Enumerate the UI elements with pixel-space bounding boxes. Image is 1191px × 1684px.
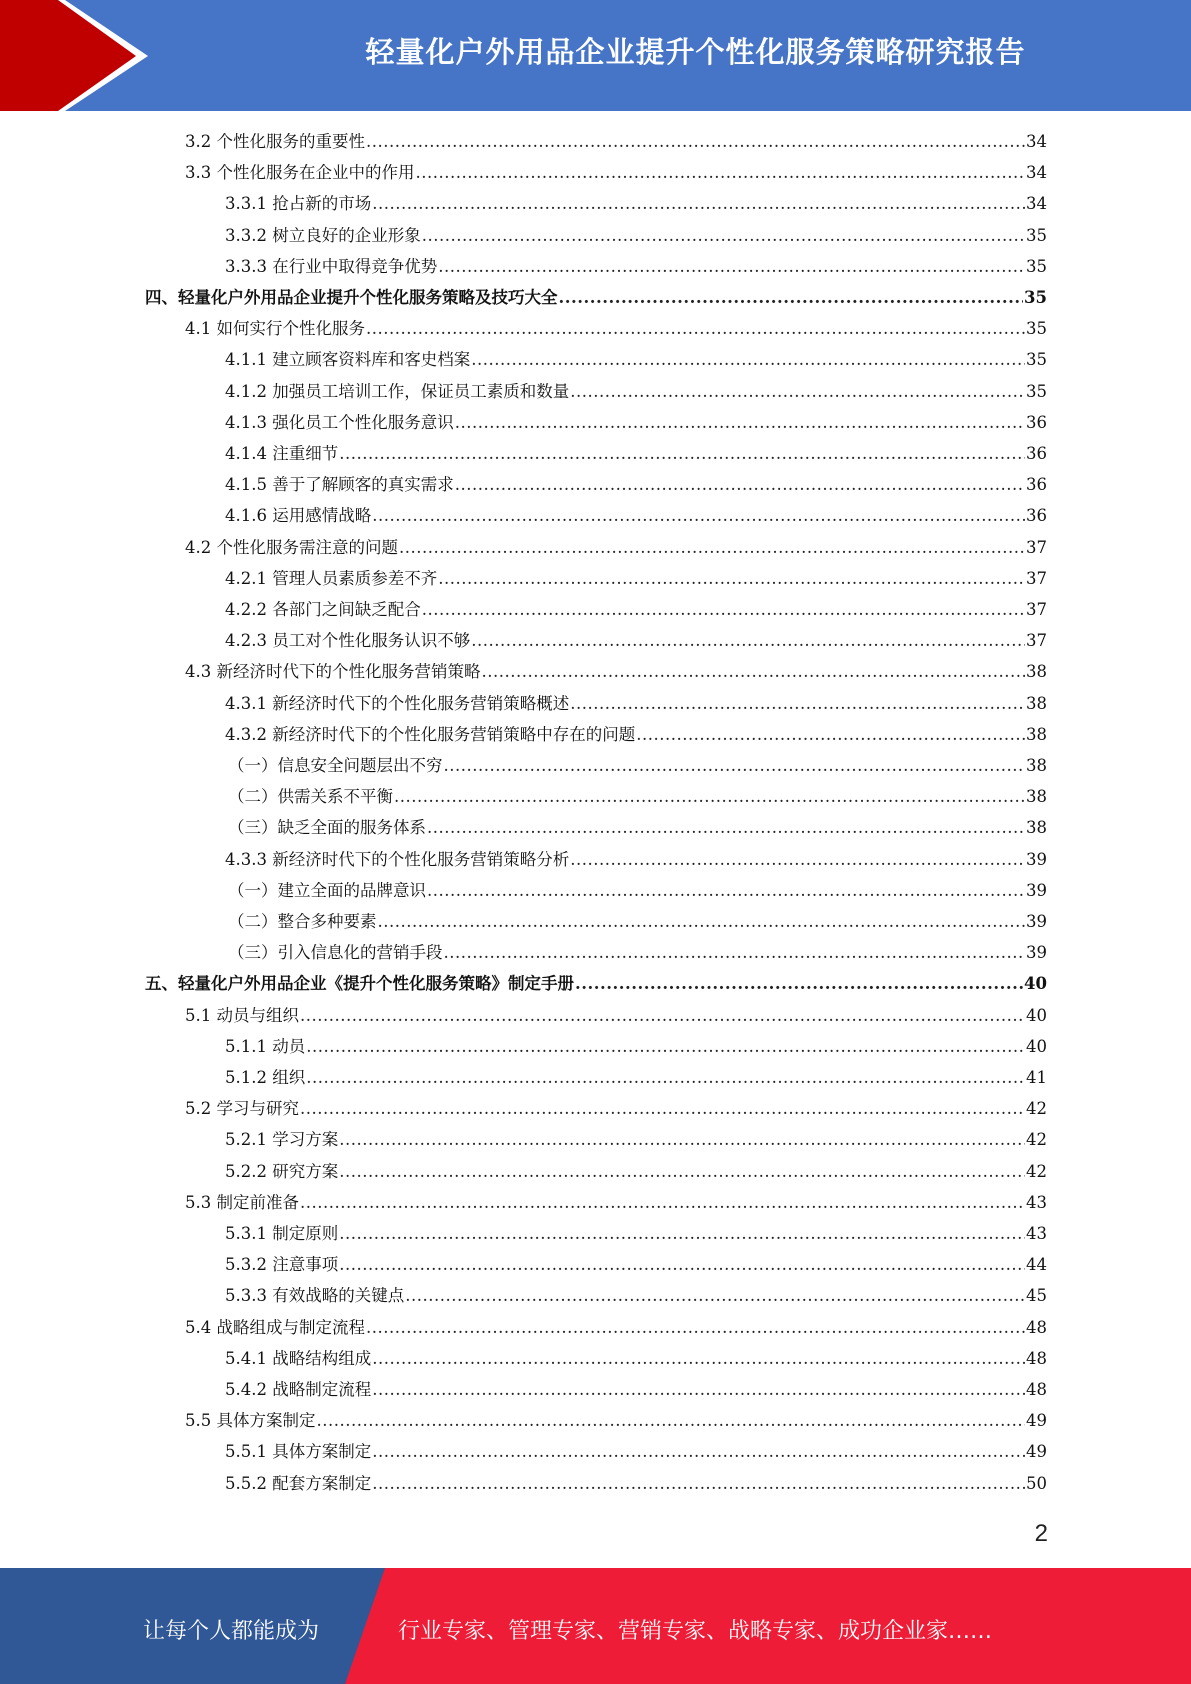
toc-leader-dots [366,132,1025,151]
toc-leader-dots [416,163,1026,182]
toc-entry-label: 5.5.2 配套方案制定 [225,1473,372,1493]
toc-entry[interactable] [185,159,1047,190]
toc-entry-page: 42 [1026,1099,1047,1119]
toc-entry-label: 四、轻量化户外用品企业提升个性化服务策略及技巧大全 [145,288,558,307]
toc-entry-page: 34 [1026,163,1047,183]
toc-entry[interactable] [225,440,1047,471]
toc-leader-dots [444,756,1026,775]
toc-entry-page: 48 [1026,1348,1047,1368]
toc-entry-label: （二）整合多种要素 [228,912,377,931]
toc-leader-dots [339,444,1025,463]
toc-entry-label: 5.1.2 组织 [225,1068,306,1087]
toc-leader-dots [455,475,1025,494]
toc-leader-dots [300,1006,1025,1025]
toc-entry-label: 3.3 个性化服务在企业中的作用 [185,163,415,183]
toc-entry-label: 4.1.1 建立顾客资料库和客史档案 [225,350,471,370]
toc-entry[interactable] [225,1220,1047,1251]
toc-entry[interactable] [225,627,1047,658]
toc-entry-label: 4.2 个性化服务需注意的问题 [185,537,398,557]
toc-entry-label: 4.1.4 注重细节 [225,444,339,463]
toc-entry-page: 38 [1026,662,1047,682]
toc-entry[interactable] [185,315,1047,346]
toc-entry[interactable] [225,190,1047,221]
toc-entry-page: 41 [1026,1068,1047,1087]
toc-entry[interactable] [225,721,1047,752]
toc-entry-label: 3.2 个性化服务的重要性 [185,132,365,151]
toc-leader-dots [394,787,1025,806]
toc-entry-label: 5.3.2 注意事项 [225,1255,339,1275]
toc-entry-page: 35 [1026,381,1047,401]
toc-entry[interactable] [185,534,1047,565]
toc-entry[interactable] [185,1095,1047,1126]
toc-entry-page: 38 [1026,787,1047,807]
toc-entry[interactable] [225,690,1047,721]
toc-entry[interactable] [225,1470,1047,1501]
toc-leader-dots [636,725,1025,744]
toc-entry-label: 5.3 制定前准备 [185,1192,299,1212]
toc-entry[interactable] [225,1376,1047,1407]
toc-entry-label: 4.1.5 善于了解顾客的真实需求 [225,475,454,495]
toc-leader-dots [422,226,1025,245]
toc-leader-dots [339,1162,1025,1181]
toc-entry-label: （一）信息安全问题层出不穷 [228,756,443,775]
toc-entry-page: 43 [1026,1192,1047,1212]
toc-entry[interactable] [185,1314,1047,1345]
toc-entry-label: 5.5.1 具体方案制定 [225,1442,372,1462]
toc-entry-page: 45 [1026,1286,1047,1306]
toc-leader-dots [471,631,1025,650]
toc-entry[interactable] [228,752,1047,783]
toc-leader-dots [405,1286,1025,1305]
toc-entry[interactable] [225,1438,1047,1469]
toc-entry-page: 40 [1026,1036,1047,1056]
toc-entry[interactable] [225,409,1047,440]
toc-leader-dots [372,194,1025,213]
toc-entry-label: 4.1.3 强化员工个性化服务意识 [225,412,454,432]
toc-entry-page: 36 [1026,475,1047,495]
toc-entry-page: 48 [1026,1317,1047,1337]
toc-entry-page: 40 [1024,974,1047,994]
footer-slogan-left: 让每个人都能成为 [143,1619,320,1644]
toc-entry-label: 4.2.3 员工对个性化服务认识不够 [225,631,471,651]
toc-entry-label: 4.3 新经济时代下的个性化服务营销策略 [185,662,481,682]
toc-entry-page: 50 [1026,1473,1047,1493]
report-title: 轻量化户外用品企业提升个性化服务策略研究报告 [365,35,1026,69]
toc-entry[interactable] [228,908,1047,939]
toc-entry-label: 五、轻量化户外用品企业《提升个性化服务策略》制定手册 [145,974,574,994]
toc-leader-dots [471,350,1025,369]
toc-leader-dots [300,1193,1025,1212]
toc-entry[interactable] [225,1126,1047,1157]
toc-leader-dots [317,1411,1026,1430]
toc-leader-dots [372,1442,1025,1461]
toc-leader-dots [455,413,1025,432]
toc-entry[interactable] [225,378,1047,409]
toc-entry-page: 42 [1026,1161,1047,1181]
toc-entry-page: 37 [1026,568,1047,588]
header-banner [0,0,1191,111]
toc-entry-page: 44 [1026,1255,1047,1275]
toc-entry-page: 34 [1026,132,1047,151]
toc-entry-page: 38 [1026,724,1047,744]
toc-entry-page: 42 [1026,1130,1047,1150]
toc-entry-label: （一）建立全面的品牌意识 [228,880,426,900]
toc-entry-label: 5.2.2 研究方案 [225,1161,339,1181]
toc-entry-page: 39 [1026,912,1047,931]
toc-entry-label: 3.3.3 在行业中取得竞争优势 [225,256,438,276]
toc-entry-page: 37 [1026,600,1047,619]
toc-entry[interactable] [225,502,1047,533]
toc-entry-page: 38 [1026,818,1047,838]
toc-entry[interactable] [225,565,1047,596]
toc-leader-dots [427,881,1025,900]
toc-leader-dots [372,506,1025,525]
toc-entry-page: 35 [1026,256,1047,276]
toc-leader-dots [575,974,1023,993]
toc-entry-label: 3.3.1 抢占新的市场 [225,194,372,214]
toc-entry[interactable] [185,658,1047,689]
toc-leader-dots [300,1099,1025,1118]
toc-entry-label: 4.3.2 新经济时代下的个性化服务营销策略中存在的问题 [225,724,636,744]
toc-entry[interactable] [145,284,1047,315]
toc-leader-dots [570,382,1025,401]
arrow-decoration-icon [0,0,200,111]
toc-entry[interactable] [225,1158,1047,1189]
toc-leader-dots [482,662,1026,681]
toc-leader-dots [339,1130,1025,1149]
toc-entry-label: 5.3.1 制定原则 [225,1224,339,1243]
toc-entry-label: 4.2.2 各部门之间缺乏配合 [225,600,421,619]
toc-leader-dots [366,1318,1025,1337]
toc-leader-dots [444,943,1026,962]
toc-entry[interactable] [228,783,1047,814]
toc-entry[interactable] [225,471,1047,502]
toc-entry-page: 36 [1026,444,1047,463]
toc-entry-label: 5.1.1 动员 [225,1036,306,1056]
toc-entry-page: 35 [1026,225,1047,245]
toc-entry[interactable] [225,596,1047,627]
toc-entry[interactable] [228,939,1047,970]
toc-entry-page: 39 [1026,880,1047,900]
toc-entry-page: 49 [1026,1442,1047,1462]
toc-entry-label: 4.1 如何实行个性化服务 [185,319,365,339]
toc-entry-page: 37 [1026,631,1047,651]
toc-entry[interactable] [228,877,1047,908]
toc-leader-dots [306,1037,1025,1056]
toc-entry-page: 36 [1026,506,1047,526]
toc-entry-page: 35 [1026,350,1047,370]
toc-entry-label: （三）缺乏全面的服务体系 [228,818,426,838]
toc-leader-dots [570,694,1025,713]
toc-leader-dots [306,1068,1025,1087]
toc-entry-label: 5.2.1 学习方案 [225,1130,339,1150]
toc-entry-label: （二）供需关系不平衡 [228,787,393,807]
toc-entry[interactable] [225,222,1047,253]
toc-leader-dots [570,850,1025,869]
toc-entry[interactable] [225,346,1047,377]
toc-leader-dots [339,1255,1025,1274]
toc-entry-label: 4.1.2 加强员工培训工作，保证员工素质和数量 [225,381,570,401]
toc-entry-label: 3.3.2 树立良好的企业形象 [225,225,421,245]
toc-entry-page: 38 [1026,693,1047,713]
footer-banner [0,1568,1191,1684]
toc-entry[interactable] [185,1189,1047,1220]
toc-entry-label: 4.3.1 新经济时代下的个性化服务营销策略概述 [225,693,570,713]
toc-entry[interactable] [225,1282,1047,1313]
toc-leader-dots [378,912,1026,931]
toc-entry[interactable] [225,1033,1047,1064]
toc-entry-page: 48 [1026,1380,1047,1399]
toc-entry[interactable] [225,846,1047,877]
toc-entry[interactable] [225,1251,1047,1282]
footer-slogan-right: 行业专家、管理专家、营销专家、战略专家、成功企业家…… [398,1619,993,1644]
toc-entry-label: 5.3.3 有效战略的关键点 [225,1286,405,1306]
toc-entry-page: 43 [1026,1224,1047,1243]
toc-entry-label: 5.4.2 战略制定流程 [225,1380,372,1399]
toc-leader-dots [422,600,1025,619]
toc-entry[interactable] [225,1345,1047,1376]
toc-entry-page: 39 [1026,849,1047,869]
toc-leader-dots [438,569,1025,588]
toc-leader-dots [399,538,1025,557]
toc-leader-dots [339,1224,1025,1243]
toc-entry[interactable] [185,1002,1047,1033]
toc-entry-label: （三）引入信息化的营销手段 [228,943,443,963]
toc-leader-dots [372,1474,1025,1493]
toc-leader-dots [372,1349,1025,1368]
toc-entry-label: 5.2 学习与研究 [185,1099,299,1119]
toc-entry-page: 36 [1026,412,1047,432]
toc-entry-label: 5.5 具体方案制定 [185,1411,316,1431]
toc-entry[interactable] [145,970,1047,1001]
toc-entry-page: 35 [1024,288,1047,307]
page-number: 2 [1034,1520,1048,1547]
toc-entry-page: 37 [1026,537,1047,557]
toc-entry-page: 40 [1026,1005,1047,1025]
toc-entry-label: 4.3.3 新经济时代下的个性化服务营销策略分析 [225,849,570,869]
toc-leader-dots [438,257,1025,276]
toc-entry-page: 49 [1026,1411,1047,1431]
toc-entry-label: 5.1 动员与组织 [185,1005,299,1025]
toc-leader-dots [427,818,1025,837]
toc-entry-page: 34 [1026,194,1047,214]
toc-entry[interactable] [225,1064,1047,1095]
toc-entry[interactable] [185,128,1047,159]
toc-entry-page: 39 [1026,943,1047,963]
toc-leader-dots [366,319,1025,338]
toc-entry[interactable] [185,1407,1047,1438]
toc-entry[interactable] [228,814,1047,845]
toc-entry-label: 4.1.6 运用感情战略 [225,506,372,526]
toc-entry-page: 38 [1026,756,1047,775]
toc-leader-dots [559,288,1024,307]
toc-leader-dots [372,1380,1025,1399]
toc-entry-page: 35 [1026,319,1047,339]
toc-entry-label: 4.2.1 管理人员素质参差不齐 [225,568,438,588]
toc-entry-label: 5.4.1 战略结构组成 [225,1348,372,1368]
toc-entry-label: 5.4 战略组成与制定流程 [185,1317,365,1337]
toc-entry[interactable] [225,253,1047,284]
